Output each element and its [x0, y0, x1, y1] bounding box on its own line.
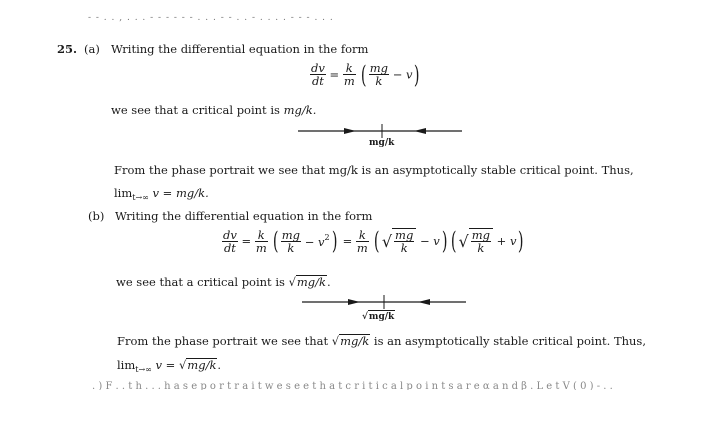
equation-a: $\frac{dv}{dt}$ = $\frac{k}{m}$ ( $\frac{mg}{k}$ − v): [311, 60, 420, 89]
fraction-mg-k-b: $\frac{mg}{k}$: [281, 227, 301, 255]
fraction-mg-k: $\frac{mg}{k}$: [369, 61, 389, 88]
arrow-left-b: [418, 299, 430, 305]
sqrt-fraction-1: $\frac{mg}{k}$: [392, 228, 416, 254]
part-b-conclusion-2: $\lim_{t\to\infty} v = √mg/k$.: [117, 358, 222, 374]
equation-b: $\frac{dv}{dt}$ = $\frac{k}{m}$ ( $\frac{mg}{k}$ − $v^2$) = $\frac{k}{m}$ ( √ $\frac{mg}{k}$ − v) ( √ $\frac{mg}{k}$ + v): [223, 227, 524, 255]
problem-number: 25.: [57, 42, 78, 56]
fraction-dv-dt: $\frac{dv}{dt}$: [311, 61, 325, 88]
phase-label-b: √mg/k: [362, 312, 395, 322]
sqrt-fraction-2: $\frac{mg}{k}$: [469, 228, 493, 254]
arrow-right-a: [344, 128, 356, 134]
part-b-conclusion-1: From the phase portrait we see that √mg/k is an asymptotically stable critical point. Thus,: [117, 334, 646, 348]
cut-off-text-bottom: . ) F . . t h . . . h a s e p o r t r a i t w e s e e t h a t c r i t i c a l p o i n t s a r e α a n d β . L e t V ( 0 ) - . .: [92, 381, 613, 390]
sqrt-sign-1: √: [381, 231, 393, 251]
sqrt-sign-2: √: [458, 231, 469, 251]
part-b-label: (b): [88, 209, 105, 223]
part-a-label: (a): [84, 42, 100, 56]
fraction-dv-dt-b: $\frac{dv}{dt}$: [223, 227, 237, 255]
fraction-k-m: $\frac{k}{m}$: [343, 61, 355, 88]
part-b-intro: Writing the differential equation in the form: [115, 209, 373, 223]
part-b-critical: we see that a critical point is √mg/k.: [116, 275, 331, 289]
phase-label-a: mg/k: [369, 138, 395, 148]
cut-off-text-top: - - . . , . . . - - - - - - . . . - - . . - . . . . - - - . . .: [88, 13, 334, 23]
fraction-k-m-b2: $\frac{k}{m}$: [356, 227, 368, 255]
part-a-intro: Writing the differential equation in the form: [111, 42, 369, 56]
part-a-conclusion-2: $\lim_{t\to\infty} v = mg/k$.: [114, 186, 209, 202]
arrow-right-b: [348, 299, 360, 305]
arrow-left-a: [414, 128, 426, 134]
part-a-critical: we see that a critical point is mg/k.: [111, 103, 317, 117]
part-a-conclusion-1: From the phase portrait we see that mg/k is an asymptotically stable critical point. Thus,: [114, 163, 634, 177]
fraction-k-m-b: $\frac{k}{m}$: [255, 227, 267, 255]
